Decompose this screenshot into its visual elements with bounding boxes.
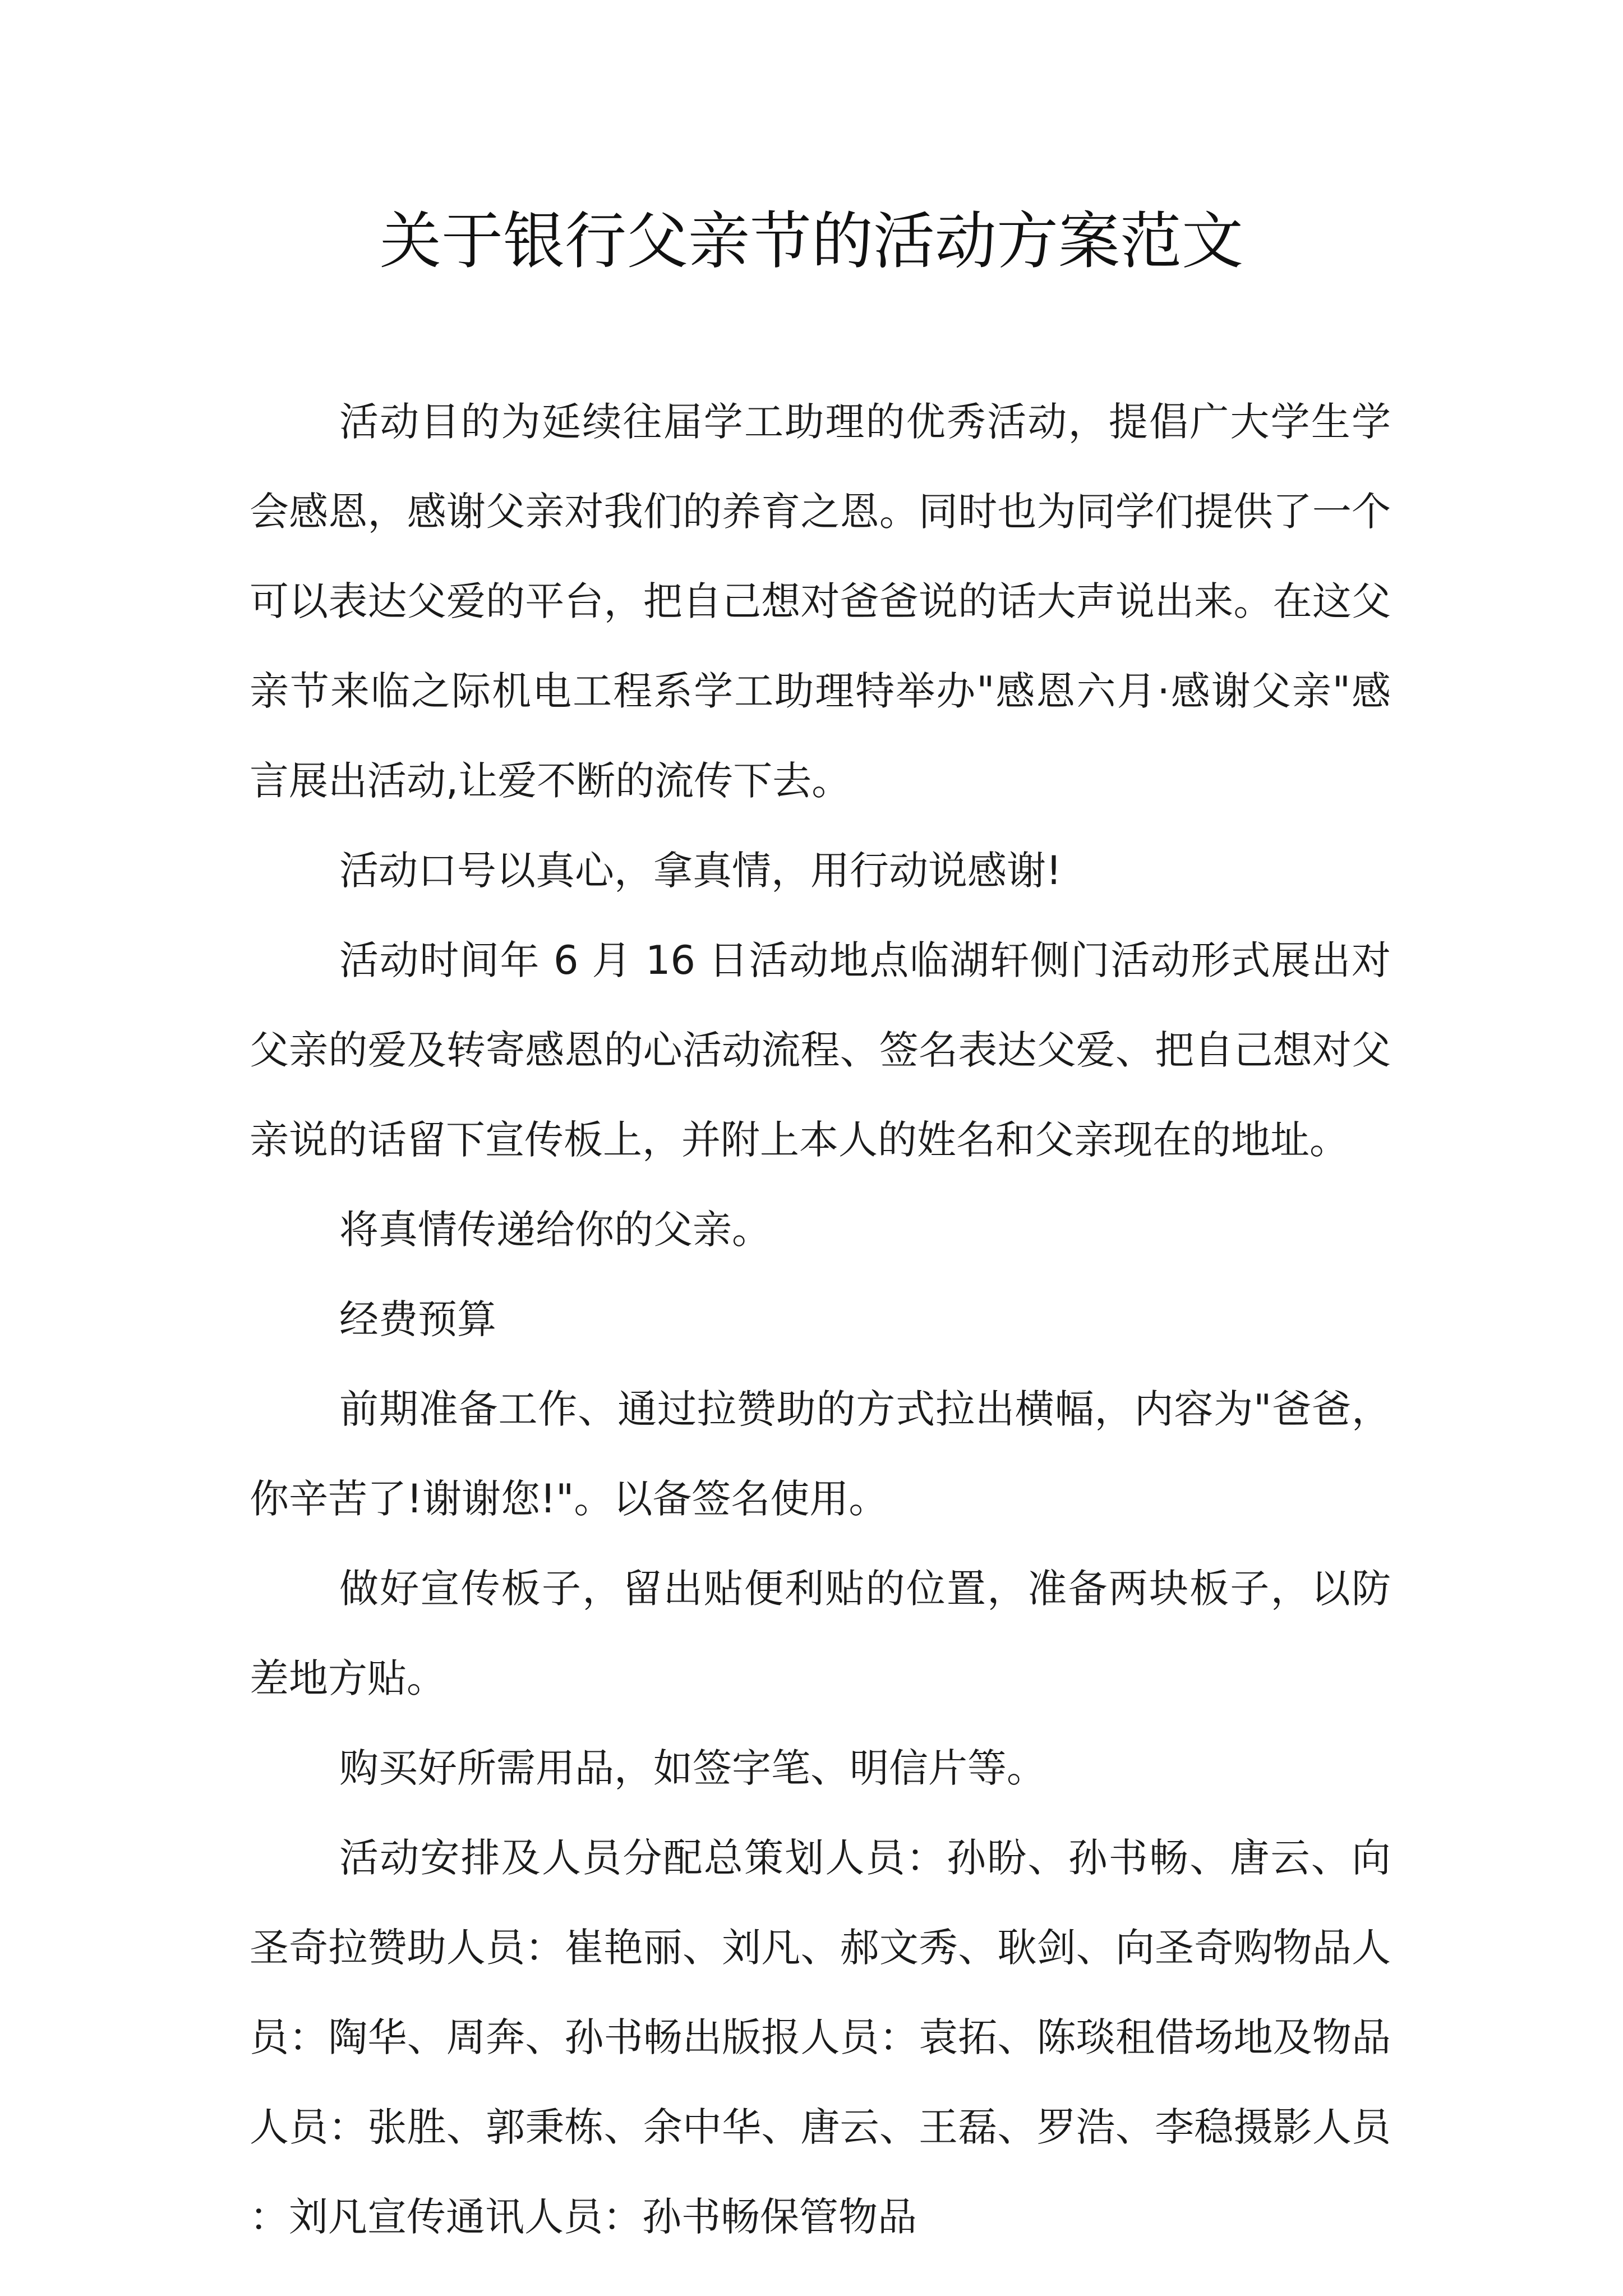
paragraph-boards: 做好宣传板子，留出贴便利贴的位置，准备两块板子，以防差地方贴。 xyxy=(250,1566,1391,1701)
paragraph-preparation: 前期准备工作、通过拉赞助的方式拉出横幅，内容为"爸爸，你辛苦了!谢谢您!"。以备签名使用。 xyxy=(250,1386,1391,1522)
paragraph-budget-heading: 经费预算 xyxy=(339,1296,496,1342)
paragraph-purpose: 活动目的为延续往届学工助理的优秀活动，提倡广大学生学会感恩，感谢父亲对我们的养育之恩。同时也为同学们提供了一个可以表达父爱的平台，把自己想对爸爸说的话大声说出来。在这父亲节来临之际机电工程系学工助理特举办"感恩六月·感谢父亲"感言展出活动,让爱不断的流传下去。 xyxy=(250,399,1391,804)
document-title: 关于银行父亲节的活动方案范文 xyxy=(380,205,1243,277)
paragraph-supplies: 购买好所需用品，如签字笔、明信片等。 xyxy=(339,1745,1046,1791)
paragraph-slogan: 活动口号以真心，拿真情，用行动说感谢! xyxy=(339,848,1062,894)
document-body xyxy=(250,377,1391,2262)
paragraph-time-place: 活动时间年 6 月 16 日活动地点临湖轩侧门活动形式展出对父亲的爱及转寄感恩的心活动流程、签名表达父爱、把自己想对父亲说的话留下宣传板上，并附上本人的姓名和父亲现在的地址。 xyxy=(250,937,1391,1163)
paragraph-staffing: 活动安排及人员分配总策划人员：孙盼、孙书畅、唐云、向圣奇拉赞助人员：崔艳丽、刘凡、郝文秀、耿剑、向圣奇购物品人员：陶华、周奔、孙书畅出版报人员：袁拓、陈琰租借场地及物品人员：张胜、郭秉栋、余中华、唐云、王磊、罗浩、李稳摄影人员：刘凡宣传通讯人员：孙书畅保管物品 xyxy=(250,1835,1391,2240)
paragraph-deliver: 将真情传递给你的父亲。 xyxy=(339,1207,771,1253)
